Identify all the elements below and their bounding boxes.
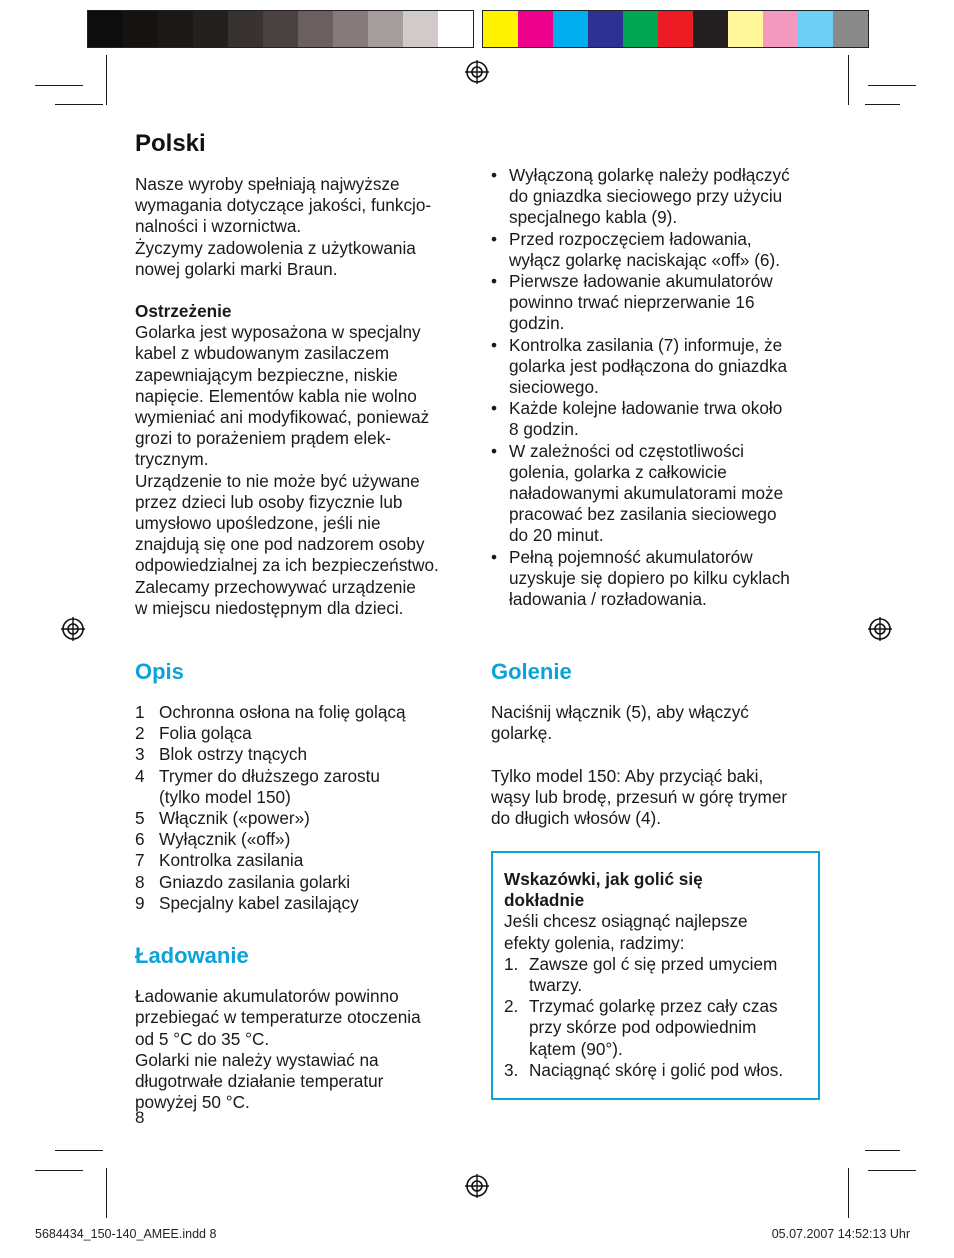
color-swatch [728, 11, 763, 47]
description-title: Opis [135, 659, 184, 685]
part-number: 2 [135, 723, 145, 744]
tips-intro [504, 911, 808, 953]
registration-mark-icon [465, 60, 489, 84]
text-line: efekty golenia, radzimy: [504, 932, 685, 953]
part-list-item [135, 808, 475, 829]
text-line: Ładowanie akumulatorów powinno [135, 986, 399, 1007]
footer-file-name: 5684434_150-140_AMEE.indd 8 [35, 1227, 217, 1241]
text-line: golarkę. [491, 723, 553, 744]
text-line: grozi to porażeniem prądem elek- [135, 428, 392, 449]
text-line: Kontrolka zasilania [159, 850, 304, 871]
text-line: w miejscu niedostępnym dla dzieci. [135, 597, 404, 618]
text-line: Przed rozpoczęciem ładowania, [509, 228, 752, 249]
bullet-icon: • [491, 334, 498, 355]
text-line: Wyłączoną golarkę należy podłączyć [509, 165, 790, 185]
text-line: nalności i wzornictwa. [135, 216, 302, 237]
registration-mark-icon [61, 617, 85, 641]
bullet-text [509, 335, 787, 399]
part-label [159, 893, 359, 914]
crop-mark [106, 1168, 107, 1218]
crop-mark [55, 104, 103, 105]
tips-heading-line: dokładnie [504, 890, 585, 911]
part-label [159, 829, 290, 850]
left-column [135, 130, 475, 1113]
crop-mark [55, 1150, 103, 1151]
color-swatch [763, 11, 798, 47]
part-list-item [135, 766, 475, 808]
part-list-item [135, 872, 475, 893]
text-line: nowej golarki marki Braun. [135, 258, 338, 279]
crop-mark [106, 55, 107, 105]
text-line: Zawsze gol ć się przed umyciem [529, 953, 778, 974]
color-swatch [88, 11, 123, 47]
text-line: długotrwałe działanie temperatur [135, 1070, 384, 1091]
tip-number: 3. [504, 1059, 519, 1080]
text-line: do 20 minut. [509, 525, 604, 546]
text-line: Trzymać golarkę przez cały czas [529, 996, 778, 1017]
part-label [159, 702, 406, 723]
grey-calibration-bar [87, 10, 474, 48]
text-line: sieciowego. [509, 377, 599, 398]
text-line: golarka jest podłączona do gniazdka [509, 355, 788, 376]
color-swatch [228, 11, 263, 47]
crop-mark [865, 104, 900, 105]
warning-heading: Ostrzeżenie [135, 301, 232, 322]
bullet-item [491, 398, 831, 440]
text-line: golenia, golarka z całkowicie [509, 461, 727, 482]
charging-bullet-list [491, 165, 831, 610]
crop-mark [865, 1150, 900, 1151]
crop-mark [868, 1170, 916, 1171]
shaving-title: Golenie [491, 659, 572, 685]
bullet-item [491, 441, 831, 547]
bullet-icon: • [491, 440, 498, 461]
trimmer-paragraph [491, 766, 831, 830]
text-line: kątem (90°). [529, 1038, 623, 1059]
text-line: przy skórze pod odpowiednim [529, 1017, 757, 1038]
registration-mark-icon [465, 1174, 489, 1198]
charging-title: Ładowanie [135, 943, 249, 969]
text-line: Trymer do dłuższego zarostu [159, 765, 380, 786]
bullet-item [491, 271, 831, 335]
bullet-icon: • [491, 165, 498, 185]
text-line: Naciągnąć skórę i golić pod włos. [529, 1059, 784, 1080]
part-label [159, 808, 310, 829]
part-number: 9 [135, 892, 145, 913]
text-line: Folia goląca [159, 723, 252, 744]
part-list-item [135, 893, 475, 914]
color-swatch [368, 11, 403, 47]
text-line: pracować bez zasilania sieciowego [509, 504, 777, 525]
text-line: zapewniającym bezpieczne, niskie [135, 364, 398, 385]
text-line: Wyłącznik («off») [159, 829, 291, 850]
parts-list [135, 702, 475, 914]
part-number: 4 [135, 765, 145, 786]
text-line: od 5 °C do 35 °C. [135, 1028, 270, 1049]
tips-box [491, 851, 820, 1100]
bullet-text [509, 165, 790, 229]
color-swatch [263, 11, 298, 47]
part-label [159, 766, 380, 808]
text-line: ładowania / rozładowania. [509, 589, 707, 610]
tip-item [504, 954, 808, 996]
text-line: Ochronna osłona na folię golącą [159, 702, 406, 723]
language-title: Polski [135, 130, 206, 157]
part-number: 5 [135, 808, 145, 829]
color-swatch [298, 11, 333, 47]
tip-item [504, 1060, 808, 1081]
text-line: powinno trwać nieprzerwanie 16 [509, 292, 755, 313]
crop-mark [848, 55, 849, 105]
text-line: trycznym. [135, 449, 209, 470]
charging-paragraph [135, 986, 475, 1113]
color-swatch [158, 11, 193, 47]
text-line: Kontrolka zasilania (7) informuje, że [509, 334, 783, 355]
crop-mark [848, 1168, 849, 1218]
text-line: Golarka jest wyposażona w specjalny [135, 322, 421, 343]
text-line: umysłowo upośledzone, jeśli nie [135, 513, 381, 534]
color-swatch [403, 11, 438, 47]
text-line: Życzymy zadowolenia z użytkowania [135, 237, 416, 258]
tips-list [504, 954, 808, 1081]
text-line: uzyskuje się dopiero po kilku cyklach [509, 567, 790, 588]
part-number: 7 [135, 850, 145, 871]
color-swatch [518, 11, 553, 47]
text-line: do gniazdka sieciowego przy użyciu [509, 186, 783, 207]
part-label [159, 872, 350, 893]
tips-heading-line: Wskazówki, jak golić się [504, 869, 703, 889]
right-column [491, 165, 831, 829]
tips-heading [504, 869, 808, 911]
text-line: Jeśli chcesz osiągnąć najlepsze [504, 911, 748, 932]
footer-timestamp: 05.07.2007 14:52:13 Uhr [771, 1227, 910, 1241]
color-swatch [483, 11, 518, 47]
text-line: napięcie. Elementów kabla nie wolno [135, 385, 417, 406]
text-line: kabel z wbudowanym zasilaczem [135, 343, 390, 364]
text-line: Włącznik («power») [159, 808, 310, 829]
bullet-item [491, 547, 831, 611]
bullet-text [509, 398, 782, 440]
crop-mark [868, 85, 916, 86]
tip-text [529, 996, 778, 1060]
text-line: do długich włosów (4). [491, 808, 662, 829]
text-line: 8 godzin. [509, 419, 579, 440]
tip-number: 2. [504, 996, 519, 1017]
bullet-text [509, 547, 790, 611]
crop-mark [35, 85, 83, 86]
part-number: 6 [135, 829, 145, 850]
text-line: Pełną pojemność akumulatorów [509, 546, 753, 567]
text-line: przez dzieci lub osoby fizycznie lub [135, 491, 403, 512]
bullet-icon: • [491, 398, 498, 419]
color-swatch [588, 11, 623, 47]
bullet-text [509, 271, 773, 335]
part-number: 8 [135, 871, 145, 892]
part-label [159, 723, 252, 744]
part-label [159, 744, 307, 765]
text-line: twarzy. [529, 975, 583, 996]
bullet-item [491, 335, 831, 399]
text-line: wymagania dotyczące jakości, funkcjo- [135, 195, 432, 216]
part-number: 1 [135, 702, 145, 723]
page-number: 8 [135, 1108, 145, 1127]
text-line: Zalecamy przechowywać urządzenie [135, 576, 416, 597]
color-swatch [658, 11, 693, 47]
bullet-icon: • [491, 228, 498, 249]
shaving-paragraph [491, 702, 831, 744]
part-label [159, 850, 303, 871]
text-line: Golarki nie należy wystawiać na [135, 1049, 379, 1070]
text-line: Tylko model 150: Aby przyciąć baki, [491, 765, 764, 786]
text-line: Naciśnij włącznik (5), aby włączyć [491, 702, 749, 723]
part-list-item [135, 744, 475, 765]
text-line: specjalnego kabla (9). [509, 207, 678, 228]
text-line: Gniazdo zasilania golarki [159, 871, 351, 892]
text-line: Specjalny kabel zasilający [159, 892, 359, 913]
tip-text [529, 954, 777, 996]
part-number: 3 [135, 744, 145, 765]
crop-mark [35, 1170, 83, 1171]
bullet-item [491, 229, 831, 271]
color-calibration-bar [482, 10, 869, 48]
color-swatch [833, 11, 868, 47]
text-line: Urządzenie to nie może być używane [135, 470, 420, 491]
tip-item [504, 996, 808, 1060]
text-line: przebiegać w temperaturze otoczenia [135, 1007, 421, 1028]
text-line: W zależności od częstotliwości [509, 440, 744, 461]
text-line: (tylko model 150) [159, 786, 291, 807]
color-swatch [623, 11, 658, 47]
color-swatch [333, 11, 368, 47]
text-line: Każde kolejne ładowanie trwa około [509, 398, 783, 419]
color-swatch [798, 11, 833, 47]
text-line: odpowiedzialnej za ich bezpieczeństwo. [135, 555, 439, 576]
part-list-item [135, 850, 475, 871]
color-swatch [123, 11, 158, 47]
part-list-item [135, 702, 475, 723]
tip-number: 1. [504, 953, 519, 974]
text-line: wymieniać ani modyfikować, ponieważ [135, 407, 430, 428]
bullet-icon: • [491, 271, 498, 292]
color-swatch [553, 11, 588, 47]
color-swatch [193, 11, 228, 47]
text-line: znajdują się one pod nadzorem osoby [135, 534, 425, 555]
text-line: Pierwsze ładowanie akumulatorów [509, 271, 773, 292]
tip-text [529, 1060, 783, 1081]
text-line: naładowanymi akumulatorami może [509, 483, 784, 504]
text-line: Nasze wyroby spełniają najwyższe [135, 174, 400, 194]
registration-mark-icon [868, 617, 892, 641]
warning-paragraph [135, 322, 475, 619]
bullet-item [491, 165, 831, 229]
bullet-icon: • [491, 546, 498, 567]
text-line: godzin. [509, 313, 565, 334]
color-swatch [693, 11, 728, 47]
bullet-text [509, 229, 780, 271]
color-swatch [438, 11, 473, 47]
text-line: Blok ostrzy tnących [159, 744, 308, 765]
text-line: wyłącz golarkę naciskając «off» (6). [509, 249, 780, 270]
part-list-item [135, 829, 475, 850]
text-line: wąsy lub brodę, przesuń w górę trymer [491, 786, 788, 807]
bullet-text [509, 441, 783, 547]
part-list-item [135, 723, 475, 744]
text-line: powyżej 50 °C. [135, 1092, 250, 1113]
intro-paragraph [135, 174, 475, 280]
